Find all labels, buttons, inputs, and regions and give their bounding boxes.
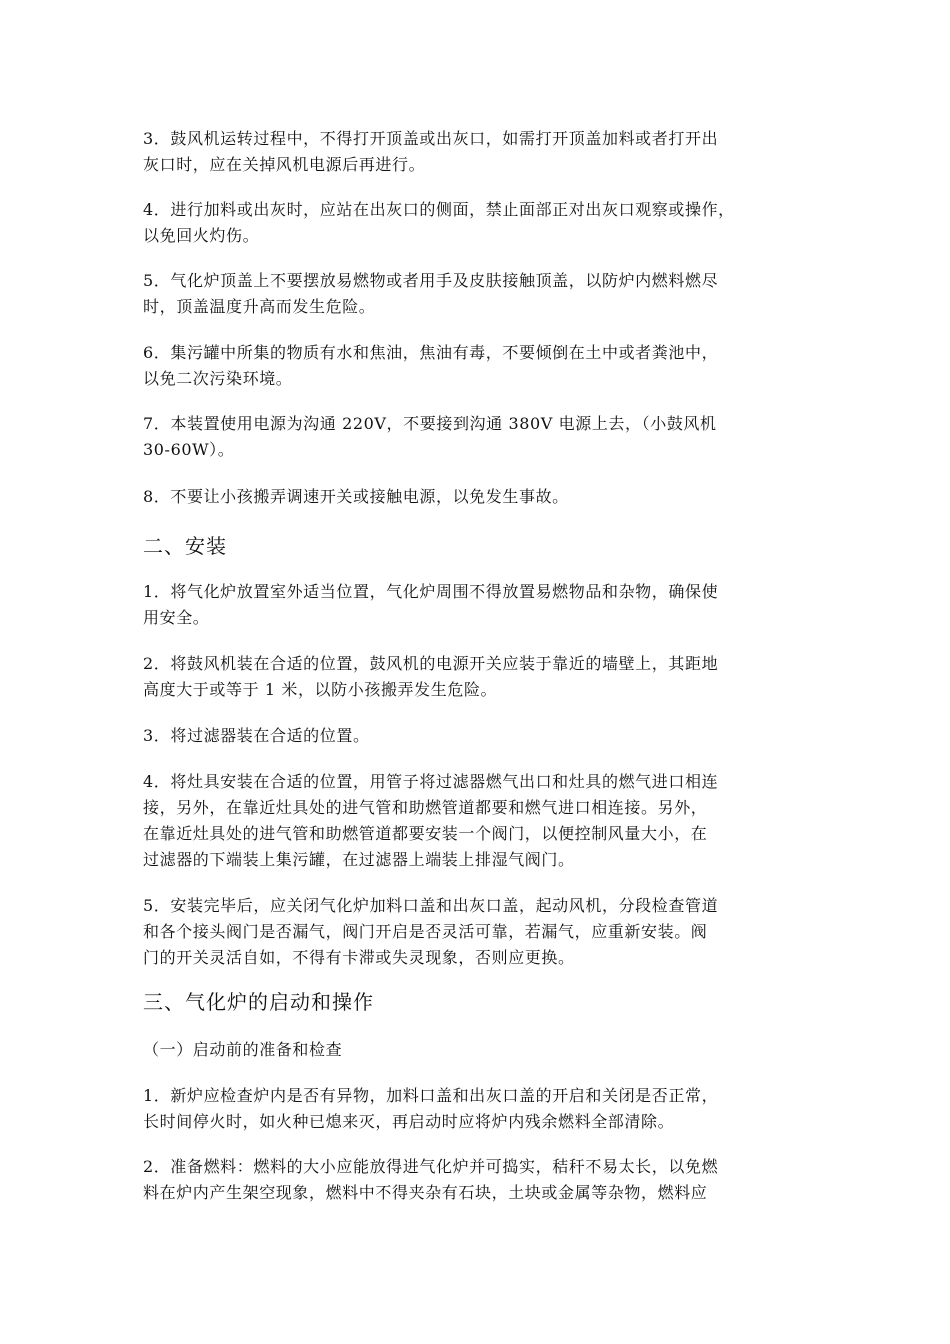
text-line: 用安全。 bbox=[143, 608, 210, 627]
text-line: 门的开关灵活自如，不得有卡滞或失灵现象，否则应更换。 bbox=[143, 948, 575, 967]
paragraph-item-6 bbox=[143, 340, 823, 392]
paragraph-item-4 bbox=[143, 197, 823, 249]
text-line: 长时间停火时，如火种已熄来灭，再启动时应将炉内残余燃料全部清除。 bbox=[143, 1112, 675, 1131]
text-line: 接，另外，在靠近灶具处的进气管和助燃管道都要和燃气进口相连接。另外， bbox=[143, 798, 708, 817]
text-line: 高度大于或等于 1 米，以防小孩搬弄发生危险。 bbox=[143, 680, 498, 699]
install-item-4 bbox=[143, 769, 823, 873]
text-line: 料在炉内产生架空现象，燃料中不得夹杂有石块，土块或金属等杂物，燃料应 bbox=[143, 1183, 708, 1202]
text-line: 4．进行加料或出灰时，应站在出灰口的侧面，禁止面部正对出灰口观察或操作， bbox=[143, 200, 735, 219]
text-line: 5．气化炉顶盖上不要摆放易燃物或者用手及皮肤接触顶盖，以防炉内燃料燃尽 bbox=[143, 271, 719, 290]
paragraph-item-5 bbox=[143, 268, 823, 320]
text-line: 4．将灶具安装在合适的位置，用管子将过滤器燃气出口和灶具的燃气进口相连 bbox=[143, 772, 719, 791]
text-line: 1．新炉应检查炉内是否有异物，加料口盖和出灰口盖的开启和关闭是否正常， bbox=[143, 1086, 719, 1105]
text-line: 灰口时，应在关掉风机电源后再进行。 bbox=[143, 155, 426, 174]
section-heading-install: 二、安装 bbox=[143, 534, 227, 558]
text-line: 8．不要让小孩搬弄调速开关或接触电源，以免发生事故。 bbox=[143, 487, 569, 506]
text-line: 时，顶盖温度升高而发生危险。 bbox=[143, 297, 376, 316]
text-line: 6．集污罐中所集的物质有水和焦油，焦油有毒，不要倾倒在土中或者粪池中， bbox=[143, 343, 719, 362]
startup-item-1 bbox=[143, 1083, 823, 1135]
text-line: 过滤器的下端装上集污罐，在过滤器上端装上排湿气阀门。 bbox=[143, 850, 575, 869]
paragraph-item-7 bbox=[143, 411, 823, 463]
text-line: 3．鼓风机运转过程中，不得打开顶盖或出灰口，如需打开顶盖加料或者打开出 bbox=[143, 129, 719, 148]
install-item-3 bbox=[143, 723, 823, 749]
paragraph-item-3 bbox=[143, 126, 823, 178]
paragraph-item-8 bbox=[143, 484, 823, 510]
section-heading-startup: 三、气化炉的启动和操作 bbox=[143, 990, 374, 1014]
install-item-5 bbox=[143, 893, 823, 971]
install-item-1 bbox=[143, 579, 823, 631]
text-line: 7．本装置使用电源为沟通 220V，不要接到沟通 380V 电源上去，（小鼓风机 bbox=[143, 414, 717, 433]
text-line: 5．安装完毕后，应关闭气化炉加料口盖和出灰口盖，起动风机，分段检查管道 bbox=[143, 896, 719, 915]
text-line: 2．准备燃料：燃料的大小应能放得进气化炉并可捣实，秸秆不易太长，以免燃 bbox=[143, 1157, 719, 1176]
text-line: 30-60W）。 bbox=[143, 440, 235, 459]
text-line: 3．将过滤器装在合适的位置。 bbox=[143, 726, 370, 745]
subsection-heading-preparation: （一）启动前的准备和检查 bbox=[143, 1040, 343, 1059]
install-item-2 bbox=[143, 651, 823, 703]
startup-item-2 bbox=[143, 1154, 823, 1206]
text-line: 以免回火灼伤。 bbox=[143, 226, 260, 245]
text-line: 和各个接头阀门是否漏气，阀门开启是否灵活可靠，若漏气，应重新安装。阀 bbox=[143, 922, 708, 941]
text-line: 以免二次污染环境。 bbox=[143, 369, 293, 388]
text-line: 在靠近灶具处的进气管和助燃管道都要安装一个阀门，以便控制风量大小，在 bbox=[143, 824, 708, 843]
text-line: 1．将气化炉放置室外适当位置，气化炉周围不得放置易燃物品和杂物，确保使 bbox=[143, 582, 719, 601]
text-line: 2．将鼓风机装在合适的位置，鼓风机的电源开关应装于靠近的墙壁上，其距地 bbox=[143, 654, 719, 673]
